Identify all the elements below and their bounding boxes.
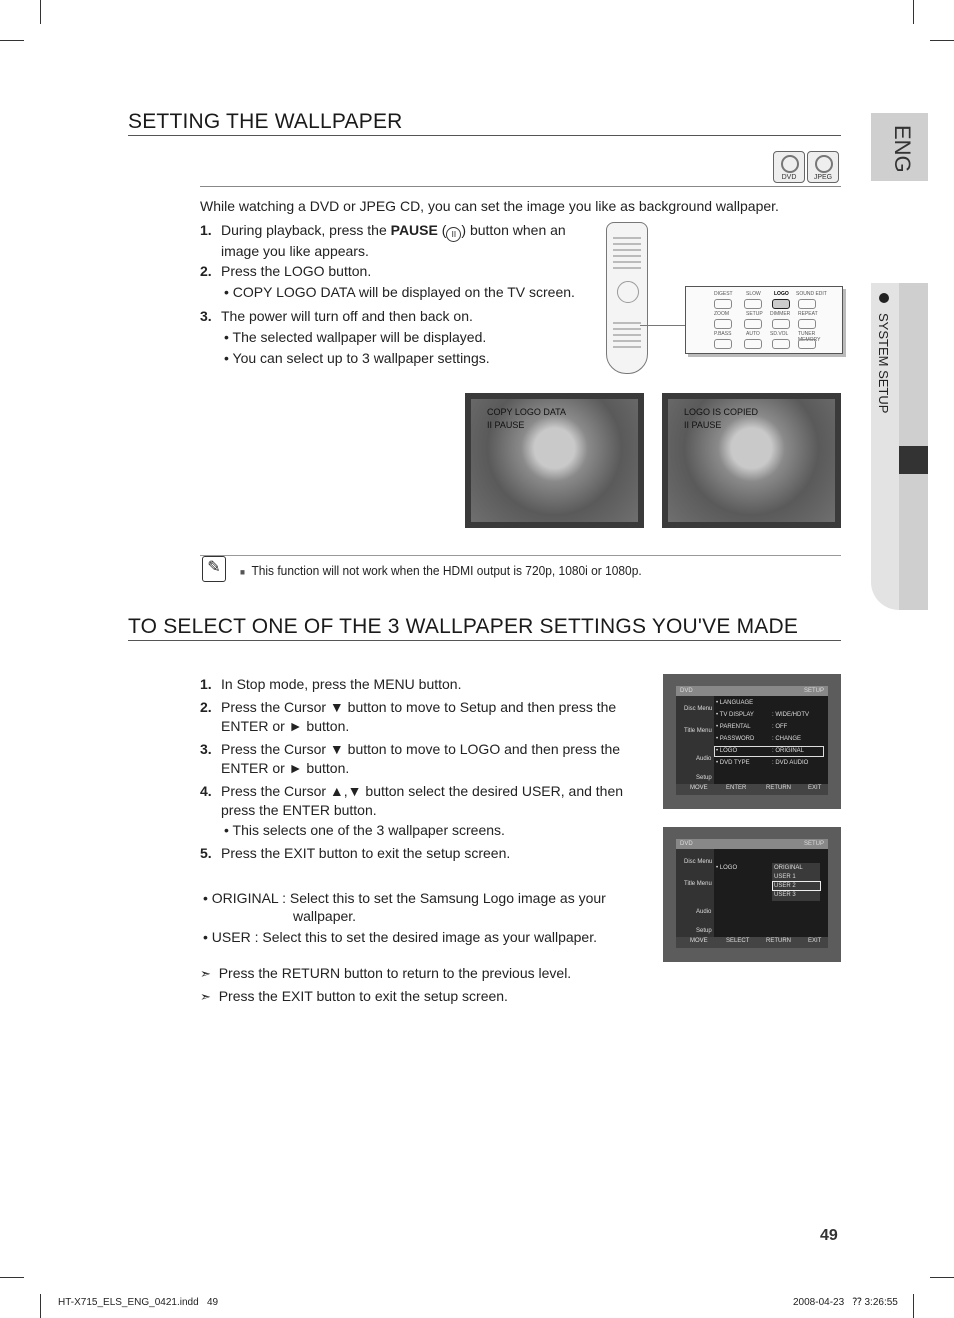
remote-control-illustration: [606, 222, 648, 374]
footer-timestamp: 2008-04-23 ⁇ 3:26:55: [793, 1297, 898, 1308]
note-icon: ✎: [202, 556, 226, 582]
side-tab-active-marker: [899, 446, 928, 474]
remote-zoom-panel: DIGEST SLOW LOGO SOUND EDIT ZOOM SETUP DIMMER REPEAT P.BASS AUTO SD.VOL TUNER MEMORY: [685, 286, 843, 354]
jpeg-disc-icon: JPEG: [807, 151, 839, 183]
s2-step-4-bullet: • This selects one of the 3 wallpaper screens.: [224, 822, 505, 838]
tv-screen-copy-logo: COPY LOGO DATA II PAUSE: [465, 393, 644, 528]
side-tab-section: [871, 283, 928, 610]
step-2-bullet: • COPY LOGO DATA will be displayed on the TV screen.: [224, 284, 575, 300]
intro-text: While watching a DVD or JPEG CD, you can set the image you like as background wallpaper.: [200, 198, 779, 214]
child-photo: [668, 399, 835, 522]
section-dot-icon: [879, 293, 889, 303]
step-3-bullet-1: • The selected wallpaper will be displayed.: [224, 329, 487, 345]
child-photo: [471, 399, 638, 522]
note-divider: [200, 555, 841, 556]
original-definition-line2: wallpaper.: [293, 908, 357, 924]
tip-return: ➣ Press the RETURN button to return to the previous level.: [200, 965, 572, 981]
callout-line: [640, 325, 685, 326]
footer-filename: HT-X715_ELS_ENG_0421.indd 49: [58, 1297, 219, 1308]
arrow-tip-icon: ➣: [200, 989, 211, 1004]
tv-screen-logo-copied: LOGO IS COPIED II PAUSE: [662, 393, 841, 528]
side-tab-eng: [871, 113, 928, 181]
pause-icon: II: [446, 227, 461, 242]
arrow-tip-icon: ➣: [200, 966, 211, 981]
step-3-bullet-2: • You can select up to 3 wallpaper settings.: [224, 350, 490, 366]
dvd-disc-icon: DVD: [773, 151, 805, 183]
tip-exit: ➣ Press the EXIT button to exit the setup screen.: [200, 988, 508, 1004]
page-number: 49: [820, 1227, 838, 1244]
section1-title: SETTING THE WALLPAPER: [128, 110, 841, 136]
note-text: ■ This function will not work when the HDMI output is 720p, 1080i or 1080p.: [240, 563, 642, 578]
section2-title: TO SELECT ONE OF THE 3 WALLPAPER SETTINGS YOU'VE MADE: [128, 615, 841, 641]
logo-menu-screenshot: DVD SETUP Disc Menu Title Menu Audio Setup • LOGO ORIGINAL USER 1 USER 2 USER 3 MOVE SELECT RETURN EXIT: [663, 827, 841, 962]
setup-menu-screenshot: DVD SETUP Disc Menu Title Menu Audio Setup • LANGUAGE • TV DISPLAY : WIDE/HDTV • PARENTAL : OFF • PASSWORD : CHANGE • LOGO : ORIGINAL • DVD TYPE : DVD AUDIO MOVE ENTER RETURN EXIT: [663, 674, 841, 809]
side-tab-section-label: SYSTEM SETUP: [876, 313, 891, 414]
side-tab-eng-label: ENG: [890, 125, 915, 173]
divider: [200, 186, 841, 187]
user-definition: • USER : Select this to set the desired image as your wallpaper.: [203, 929, 597, 945]
original-definition: • ORIGINAL : Select this to set the Samsung Logo image as your: [203, 890, 606, 906]
